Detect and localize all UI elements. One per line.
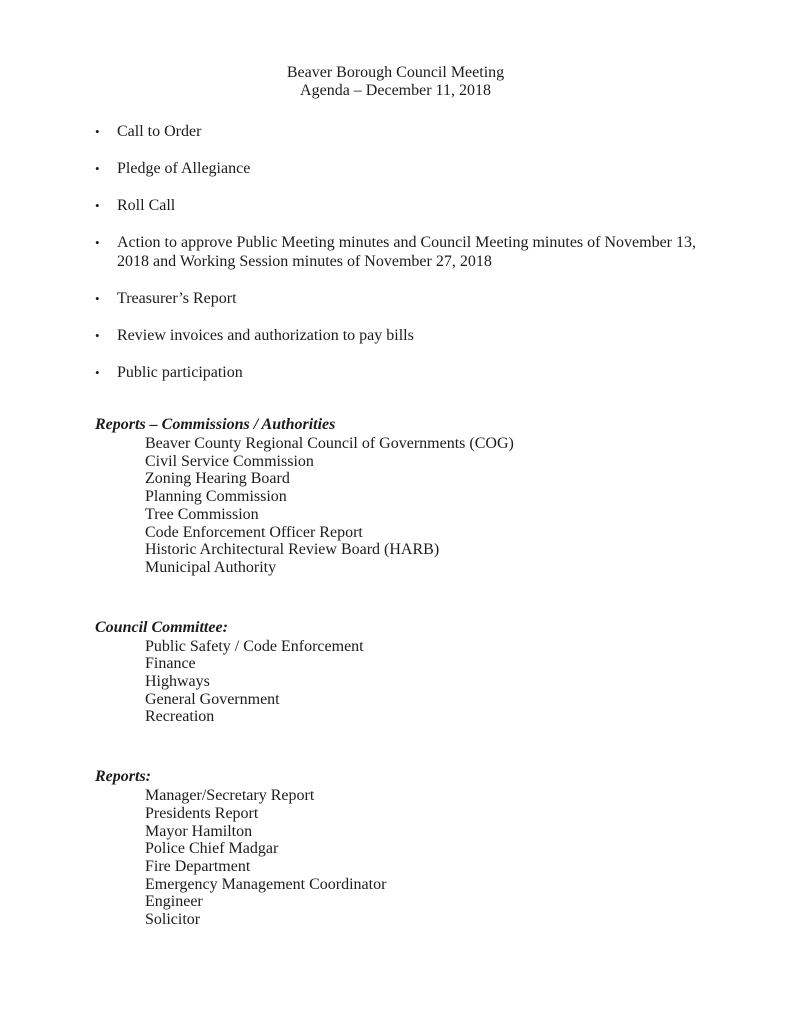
section-reports bbox=[0, 768, 791, 929]
agenda-item-text: Pledge of Allegiance bbox=[117, 160, 251, 177]
agenda-item bbox=[95, 363, 791, 382]
bullet-icon: • bbox=[95, 235, 100, 250]
agenda-item bbox=[95, 196, 791, 215]
section-item: Presidents Report bbox=[145, 804, 259, 822]
bullet-icon: • bbox=[95, 161, 100, 176]
section-item: Police Chief Madgar bbox=[145, 840, 279, 858]
bullet-icon: • bbox=[95, 365, 100, 380]
agenda-item-text: Public participation bbox=[117, 364, 243, 381]
section-item: General Government bbox=[145, 690, 280, 708]
bullet-icon: • bbox=[95, 291, 100, 306]
section-item: Historic Architectural Review Board (HARB) bbox=[145, 541, 440, 559]
section-item: Mayor Hamilton bbox=[145, 822, 253, 840]
section-item: Civil Service Commission bbox=[145, 452, 314, 470]
agenda-item-text: Treasurer’s Report bbox=[117, 290, 237, 307]
bullet-icon: • bbox=[95, 198, 100, 213]
section-item: Planning Commission bbox=[145, 488, 287, 506]
agenda-item-text: Roll Call bbox=[117, 197, 176, 214]
section-items-list bbox=[95, 787, 791, 929]
section-item: Recreation bbox=[145, 708, 215, 726]
section-items-list bbox=[95, 638, 791, 727]
section-item: Solicitor bbox=[145, 911, 201, 929]
document-title bbox=[0, 64, 791, 100]
title-line-2: Agenda – December 11, 2018 bbox=[300, 82, 491, 99]
section-heading: Council Committee: bbox=[95, 618, 228, 636]
agenda-item bbox=[95, 122, 791, 141]
agenda-item bbox=[95, 289, 791, 308]
agenda-item-text: Review invoices and authorization to pay bills bbox=[117, 327, 414, 344]
title-line-1: Beaver Borough Council Meeting bbox=[286, 64, 505, 81]
section-items-list bbox=[95, 435, 791, 577]
agenda-item bbox=[95, 233, 791, 271]
agenda-item-text: Action to approve Public Meeting minutes and Council Meeting minutes of November 13, 2018 and Working Session minutes of November 27, 2018 bbox=[117, 234, 697, 270]
section-item: Tree Commission bbox=[145, 505, 259, 523]
section-item: Municipal Authority bbox=[145, 558, 277, 576]
section-reports-commissions bbox=[0, 416, 791, 577]
section-item: Highways bbox=[145, 673, 210, 691]
section-item: Engineer bbox=[145, 893, 203, 911]
section-council-committee bbox=[0, 619, 791, 727]
section-item: Fire Department bbox=[145, 857, 251, 875]
section-item: Finance bbox=[145, 655, 196, 673]
section-heading: Reports – Commissions / Authorities bbox=[95, 416, 336, 433]
section-item: Zoning Hearing Board bbox=[145, 470, 290, 488]
agenda-item-text: Call to Order bbox=[117, 123, 202, 140]
section-item: Code Enforcement Officer Report bbox=[145, 523, 363, 541]
agenda-list bbox=[0, 122, 791, 382]
agenda-item bbox=[95, 326, 791, 345]
section-heading: Reports: bbox=[95, 768, 151, 786]
section-item: Manager/Secretary Report bbox=[145, 787, 315, 805]
bullet-icon: • bbox=[95, 124, 100, 139]
bullet-icon: • bbox=[95, 328, 100, 343]
section-item: Emergency Management Coordinator bbox=[145, 875, 387, 893]
section-item: Beaver County Regional Council of Governments (COG) bbox=[145, 435, 514, 452]
section-item: Public Safety / Code Enforcement bbox=[145, 637, 364, 655]
agenda-item bbox=[95, 159, 791, 178]
